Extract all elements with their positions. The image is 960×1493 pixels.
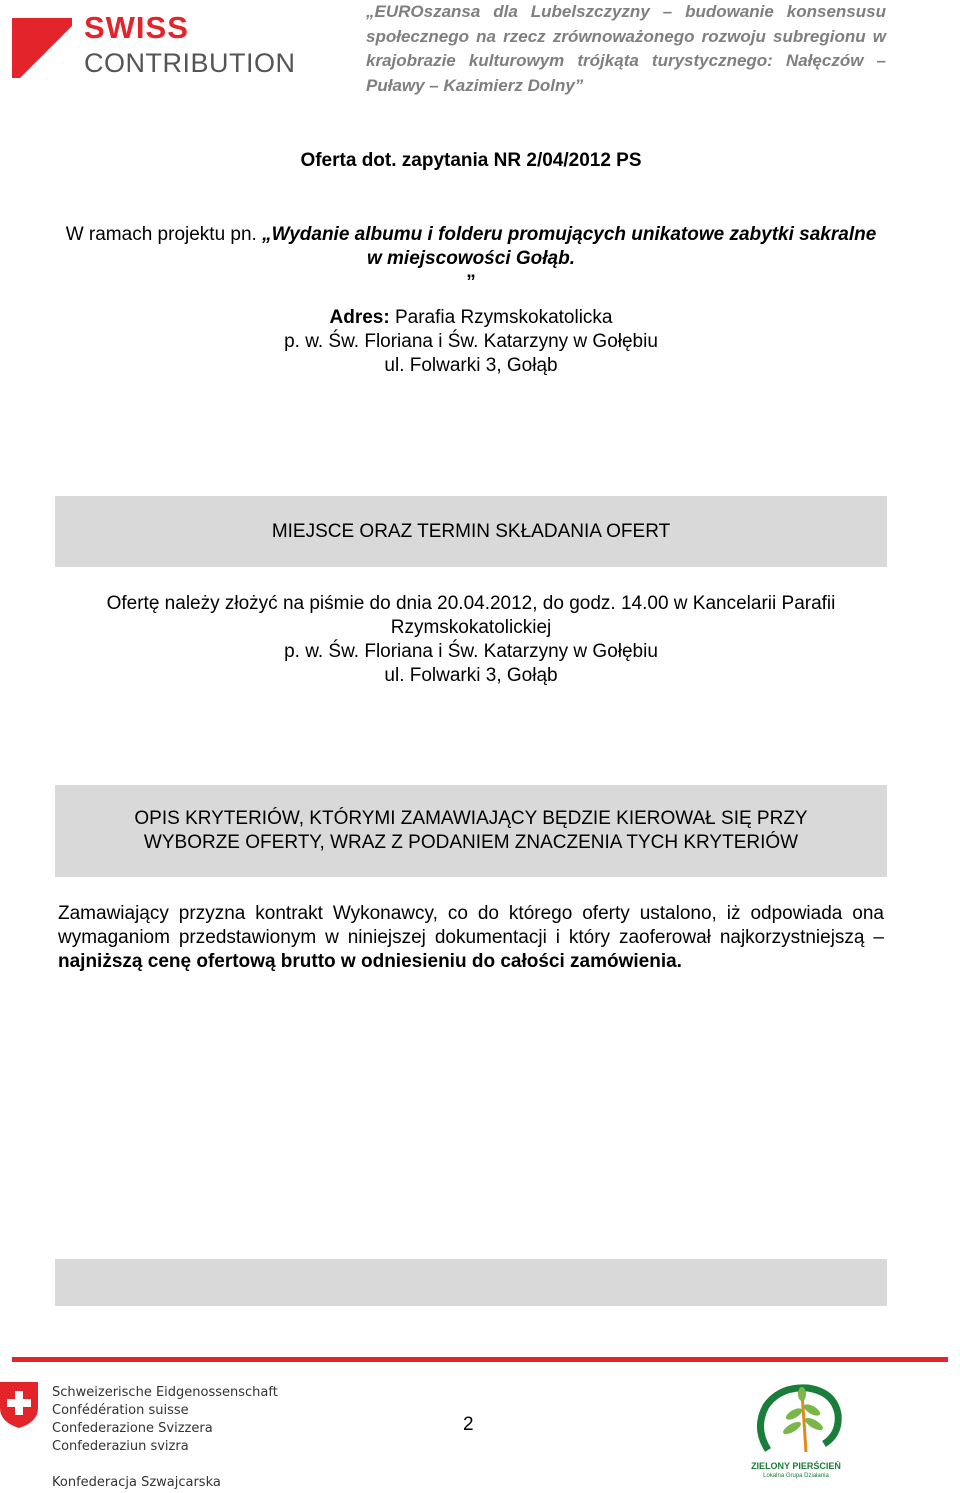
logo-text-contribution: CONTRIBUTION	[84, 48, 296, 78]
criteria-text-plain: Zamawiający przyzna kontrakt Wykonawcy, co do którego oferty ustalono, iż odpowiada ona wymaganiom przedstawionym w niniejszej dokumentacji i który zaoferował najkorzystniejszą –	[58, 903, 884, 948]
project-intro	[60, 223, 882, 271]
conf-name-de: Schweizerische Eidgenossenschaft	[52, 1385, 278, 1400]
page-number: 2	[463, 1414, 474, 1435]
swiss-confederation-names	[52, 1384, 278, 1456]
place-line-3: p. w. Św. Floriana i Św. Katarzyny w Gołębiu	[284, 641, 658, 662]
swiss-contribution-logo-icon	[12, 18, 72, 78]
address-line-1: Parafia Rzymskokatolicka	[394, 307, 613, 328]
address-block	[55, 306, 887, 378]
place-line-4: ul. Folwarki 3, Gołąb	[384, 665, 558, 686]
address-label: Adres:	[329, 307, 390, 328]
submission-place	[55, 592, 887, 688]
place-line-2: Rzymskokatolickiej	[390, 617, 552, 638]
intro-plain: W ramach projektu pn.	[65, 224, 263, 245]
address-line-3: ul. Folwarki 3, Gołąb	[384, 355, 558, 376]
conf-name-pl: Konfederacja Szwajcarska	[52, 1475, 221, 1490]
partner-name: ZIELONY PIERŚCIEŃ	[751, 1461, 841, 1471]
place-line-1: Ofertę należy złożyć na piśmie do dnia 20.04.2012, do godz. 14.00 w Kancelarii Parafii	[106, 593, 836, 614]
project-title: „EUROszansa dla Lubelszczyzny – budowanie konsensusu społecznego na rzecz zrównoważonego rozwoju subregionu w krajobrazie kulturowym trójkąta turystycznego: Nałęczów – Puławy – Kazimierz Dolny”	[366, 2, 886, 95]
criteria-text-bold: najniższą cenę ofertową brutto w odniesieniu do całości zamówienia.	[58, 951, 682, 972]
section-heading-place-text: MIEJSCE ORAZ TERMIN SKŁADANIA OFERT	[271, 520, 671, 542]
criteria-heading-line-2: WYBORZE OFERTY, WRAZ Z PODANIEM ZNACZENIA TYCH KRYTERIÓW	[143, 832, 799, 853]
partner-subtitle: Lokalna Grupa Działania	[763, 1473, 829, 1479]
conf-name-it: Confederazione Svizzera	[52, 1421, 213, 1436]
section-heading-criteria	[55, 785, 887, 877]
zielony-pierscien-logo-icon	[748, 1380, 844, 1462]
intro-project-name: „Wydanie albumu i folderu promujących unikatowe zabytki sakralne w miejscowości Gołąb.	[262, 224, 877, 269]
offer-reference: Oferta dot. zapytania NR 2/04/2012 PS	[300, 150, 642, 171]
intro-closing-quote: ”	[466, 272, 476, 293]
address-line-2: p. w. Św. Floriana i Św. Katarzyny w Gołębiu	[284, 331, 658, 352]
empty-section-band	[55, 1259, 887, 1306]
conf-name-rm: Confederaziun svizra	[52, 1439, 189, 1454]
swiss-coat-of-arms-icon	[0, 1382, 38, 1428]
criteria-heading-line-1: OPIS KRYTERIÓW, KTÓRYMI ZAMAWIAJĄCY BĘDZIE KIEROWAŁ SIĘ PRZY	[134, 808, 808, 829]
logo-text-swiss: SWISS	[84, 10, 189, 45]
conf-name-fr: Confédération suisse	[52, 1403, 189, 1418]
footer-divider	[12, 1357, 948, 1362]
section-heading-place	[55, 496, 887, 567]
criteria-text	[58, 902, 884, 974]
